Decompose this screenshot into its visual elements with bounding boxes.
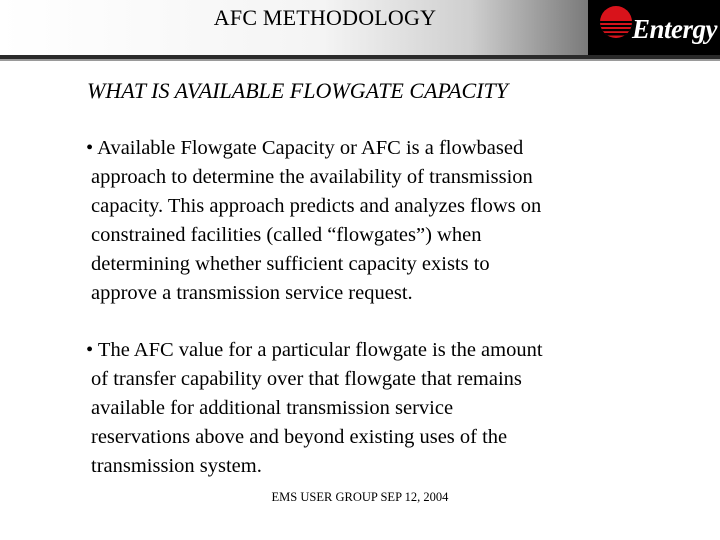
bullet-line: approve a transmission service request.: [91, 282, 413, 304]
bullet-line: of transfer capability over that flowgate that remains: [91, 368, 522, 390]
bullet-line: • The AFC value for a particular flowgate is the amount: [86, 339, 543, 361]
bullet-line: approach to determine the availability of transmission: [91, 166, 533, 188]
bullet-line: • Available Flowgate Capacity or AFC is a flowbased: [86, 137, 524, 159]
sun-emblem-icon: [598, 4, 634, 40]
bullet-line: constrained facilities (called “flowgates”) when: [91, 224, 482, 246]
bullet-point: [86, 336, 646, 481]
entergy-logo: [588, 0, 720, 55]
section-heading: WHAT IS AVAILABLE FLOWGATE CAPACITY: [87, 78, 508, 103]
logo-wordmark: Entergy: [632, 14, 718, 44]
slide-title: AFC METHODOLOGY: [213, 5, 437, 30]
bullet-line: available for additional transmission service: [91, 397, 454, 419]
bullet-line: capacity. This approach predicts and analyzes flows on: [91, 195, 542, 217]
bullet-line: reservations above and beyond existing uses of the: [91, 426, 508, 448]
bullet-line: transmission system.: [91, 455, 262, 477]
bullet-line: determining whether sufficient capacity exists to: [91, 253, 490, 275]
footer-text: EMS USER GROUP SEP 12, 2004: [271, 490, 449, 504]
header-divider-shadow: [0, 59, 720, 61]
bullet-point: [86, 134, 646, 308]
